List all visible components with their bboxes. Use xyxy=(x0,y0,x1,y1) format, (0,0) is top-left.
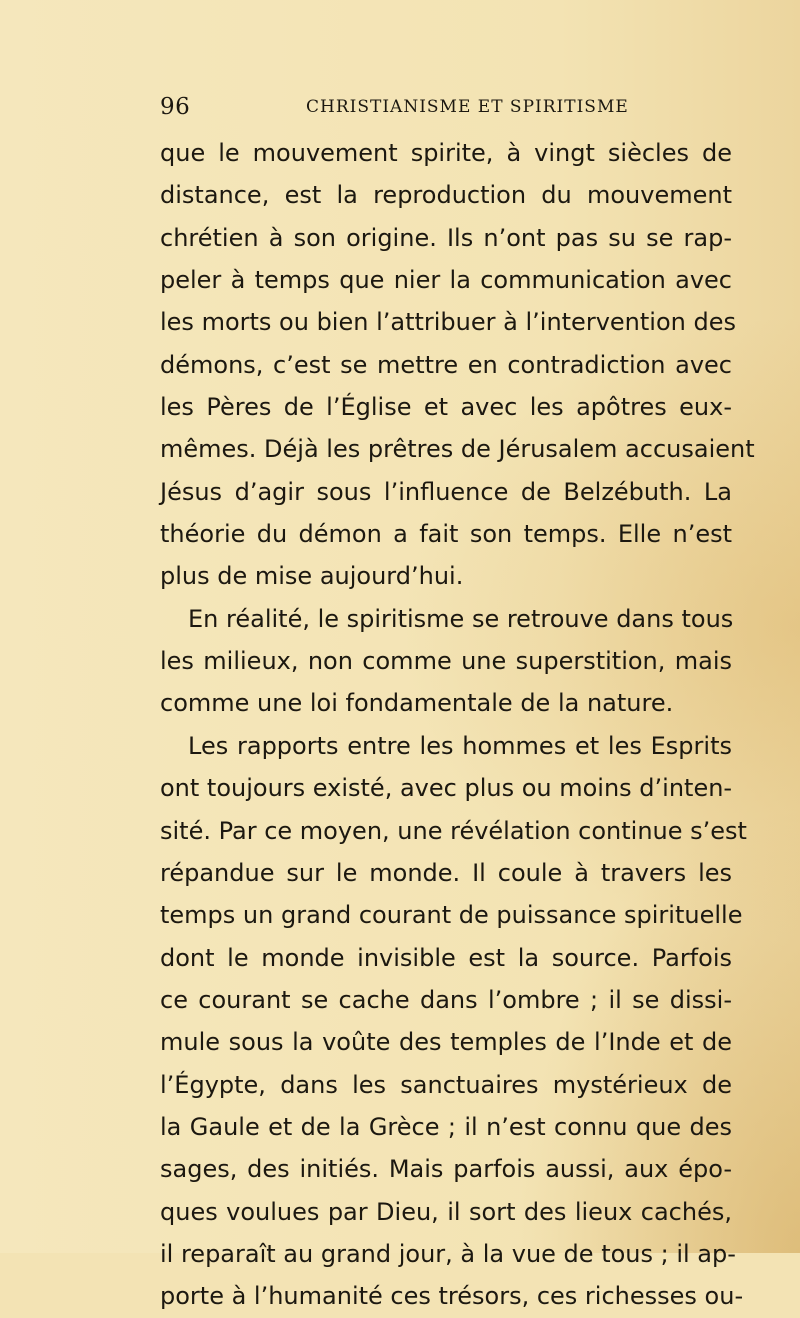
text-line: Jésus d’agir sous l’influence de Belzébuth. La xyxy=(160,477,732,506)
paragraph-last-line: comme une loi fondamentale de la nature. xyxy=(160,689,674,718)
text-line: les morts ou bien l’attribuer à l’intervention des xyxy=(160,308,736,337)
text-line: sité. Par ce moyen, une révélation continue s’est xyxy=(160,816,747,845)
text-line: ce courant se cache dans l’ombre ; il se dissi- xyxy=(160,985,732,1014)
text-line: porte à l’humanité ces trésors, ces richesses ou- xyxy=(160,1282,744,1311)
text-line: distance, est la reproduction du mouvement xyxy=(160,181,732,210)
text-line: les milieux, non comme une superstition, mais xyxy=(160,647,732,676)
text-line: l’Égypte, dans les sanctuaires mystérieux de xyxy=(160,1070,732,1099)
text-line: que le mouvement spirite, à vingt siècles de xyxy=(160,139,732,167)
page-number: 96 xyxy=(160,94,191,120)
running-title: CHRISTIANISME ET SPIRITISME xyxy=(306,97,629,117)
paragraph-first-line: Les rapports entre les hommes et les Esprits xyxy=(188,731,732,760)
text-line: dont le monde invisible est la source. Parfois xyxy=(160,943,732,972)
text-line: mule sous la voûte des temples de l’Inde et de xyxy=(160,1028,732,1057)
paragraph-first-line: En réalité, le spiritisme se retrouve dans tous xyxy=(188,604,734,633)
text-line: ont toujours existé, avec plus ou moins d’inten- xyxy=(160,774,733,803)
text-line: ques voulues par Dieu, il sort des lieux cachés, xyxy=(160,1197,732,1226)
text-line: théorie du démon a fait son temps. Elle n’est xyxy=(160,520,732,549)
text-line: chrétien à son origine. Ils n’ont pas su se rap- xyxy=(160,223,732,252)
running-head xyxy=(160,94,730,124)
text-line: sages, des initiés. Mais parfois aussi, aux épo- xyxy=(160,1155,732,1184)
text-line: la Gaule et de la Grèce ; il n’est connu que des xyxy=(160,1112,732,1141)
text-line: démons, c’est se mettre en contradiction avec xyxy=(160,350,732,379)
text-line: les Pères de l’Église et avec les apôtres eux- xyxy=(160,393,732,422)
text-line: il reparaît au grand jour, à la vue de tous ; il ap- xyxy=(160,1239,736,1268)
text-line: peler à temps que nier la communication avec xyxy=(160,266,732,295)
text-line: répandue sur le monde. Il coule à travers les xyxy=(160,858,732,887)
text-line: temps un grand courant de puissance spirituelle xyxy=(160,901,743,930)
text-line: mêmes. Déjà les prêtres de Jérusalem accusaient xyxy=(160,435,755,464)
paragraph-last-line: plus de mise aujourd’hui. xyxy=(160,562,464,591)
body-text xyxy=(160,132,755,1318)
